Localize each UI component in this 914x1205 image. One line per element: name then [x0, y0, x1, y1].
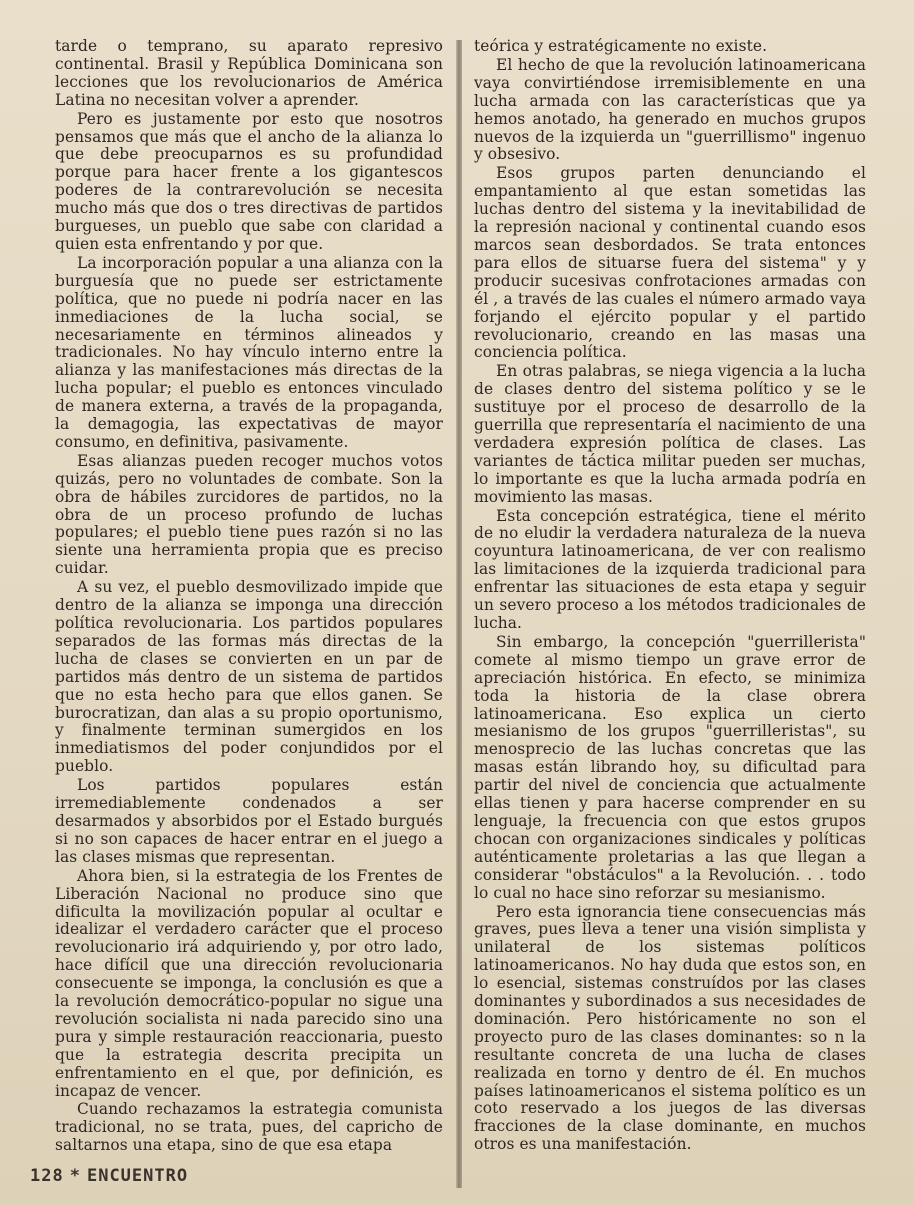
left-text-column [55, 38, 443, 1156]
page-number: 128 [30, 1166, 64, 1186]
paragraph: Esta concepción estratégica, tiene el mérito de no eludir la verdadera naturaleza de la nueva coyuntura latinoamericana, de ver con realismo las limitaciones de la izquierda tradicional para enfrentar las situaciones de esta etapa y seguir un severo proceso a los métodos tradicionales de lucha. [474, 506, 866, 632]
paragraph: A su vez, el pueblo desmovilizado impide que dentro de la alianza se imponga una dirección política revolucionaria. Los partidos populares separados de las formas más directas de la lucha de clases se convierten en un par de partidos más dentro de un sistema de partidos que no esta hecho para que ellos ganen. Se burocratizan, dan alas a su propio oportunismo, y finalmente terminan sumergidos en los inmediatismos del poder conjundidos por el pueblo. [55, 578, 443, 776]
paragraph: Cuando rechazamos la estrategia comunista tradicional, no se trata, pues, del capricho de saltarnos una etapa, sino de que esa etapa [55, 1100, 443, 1155]
paragraph: Pero esta ignorancia tiene consecuencias más graves, pues lleva a tener una visión simplista y unilateral de los sistemas políticos latinoamericanos. No hay duda que estos son, en lo esencial, sistemas construídos por las clases dominantes y subordinados a sus necesidades de dominación. Pero históricamente no son el proyecto puro de las clases dominantes: so n la resultante concreta de una lucha de clases realizada en torno y dentro de él. En muchos países latinoamericanos el sistema político es un coto reservado a los juegos de las diversas fracciones de la clase dominante, en muchos otros es una manifestación. [474, 902, 866, 1154]
paragraph: Esas alianzas pueden recoger muchos votos quizás, pero no voluntades de combate. Son la obra de hábiles zurcidores de partidos, no la obra de un proceso profundo de luchas populares; el pueblo tiene pues razón si no las siente una herramienta propia que es preciso cuidar. [55, 451, 443, 578]
right-text-column [474, 38, 866, 1155]
paragraph: Los partidos populares están irremediablemente condenados a ser desarmados y absorbidos por el Estado burgués si no son capaces de hacer entrar en el juego a las clases mismas que representan. [55, 776, 443, 866]
paragraph: Ahora bien, si la estrategia de los Frentes de Liberación Nacional no produce sino que dificulta la movilización popular al ocultar e idealizar el verdadero carácter que el proceso revolucionario irá adquiriendo y, por otro lado, hace difícil que una dirección revolucionaria consecuente se imponga, la conclusión es que a la revolución democrático-popular no sigue una revolución socialista ni nada parecido sino una pura y simple restauración reaccionaria, puesto que la estrategia descrita precipita un enfrentamiento en el que, por definición, es incapaz de vencer. [55, 866, 443, 1100]
paragraph: Pero es justamente por esto que nosotros pensamos que más que el ancho de la alianza lo que debe preocuparnos es su profundidad porque para hacer frente a los gigantescos poderes de la contrarevolución se necesita mucho más que dos o tres directivas de partidos burgueses, un pueblo que sabe con claridad a quien esta enfrentando y por que. [55, 109, 443, 253]
column-divider [456, 40, 462, 1188]
paragraph: Esos grupos parten denunciando el empantamiento al que estan sometidas las luchas dentro del sistema y la inevitabilidad de la represión nacional y continental cuando esos marcos sean desbordados. Se trata entonces para ellos de situarse fuera del sistema" y y producir sucesivas confrotaciones armadas con él , a través de las cuales el número armado vaya forjando el ejército popular y el partido revolucionario, creando en las masas una conciencia política. [474, 164, 866, 362]
magazine-title: ENCUENTRO [86, 1166, 189, 1186]
paragraph: La incorporación popular a una alianza con la burguesía que no puede ser estrictamente política, que no puede ni podría nacer en las inmediaciones de la lucha social, se necesariamente en términos alineados y tradicionales. No hay vínculo interno entre la alianza y las manifestaciones más directas de la lucha popular; el pueblo es entonces vinculado de manera externa, a través de la propaganda, la demagogia, las expectativas de mayor consumo, en definitiva, pasivamente. [55, 253, 443, 451]
paragraph: teórica y estratégicamente no existe. [474, 37, 768, 55]
footer-separator: * [69, 1166, 81, 1186]
page-footer [30, 1166, 188, 1186]
paragraph: El hecho de que la revolución latinoamericana vaya convirtiéndose irremisiblemente en una lucha armada con las características que ya hemos anotado, ha generado en muchos grupos nuevos de la izquierda un "guerrillismo" ingenuo y obsesivo. [474, 55, 866, 164]
paragraph: tarde o temprano, su aparato represivo continental. Brasil y República Dominicana son lecciones que los revolucionarios de América Latina no necesitan volver a aprender. [55, 37, 443, 109]
paragraph: En otras palabras, se niega vigencia a la lucha de clases dentro del sistema político y se le sustituye por el proceso de desarrollo de la guerrilla que representaría el nacimiento de una verdadera expresión política de clases. Las variantes de táctica militar pueden ser muchas, lo importante es que la lucha armada podría en movimiento las masas. [474, 362, 866, 506]
paragraph: Sin embargo, la concepción "guerrillerista" comete al mismo tiempo un grave error de apreciación histórica. En efecto, se minimiza toda la historia de la clase obrera latinoamericana. Eso explica un cierto mesianismo de los grupos "guerrilleristas", su menosprecio de las luchas concretas que las masas están librando hoy, su dificultad para partir del nivel de conciencia que actualmente ellas tienen y para hacerse comprender en su lenguaje, la frecuencia con que estos grupos chocan con organizaciones sindicales y políticas auténticamente proletarias a las que llegan a considerar "obstáculos" a la Revolución. . . todo lo cual no hace sino reforzar su mesianismo. [474, 632, 866, 902]
